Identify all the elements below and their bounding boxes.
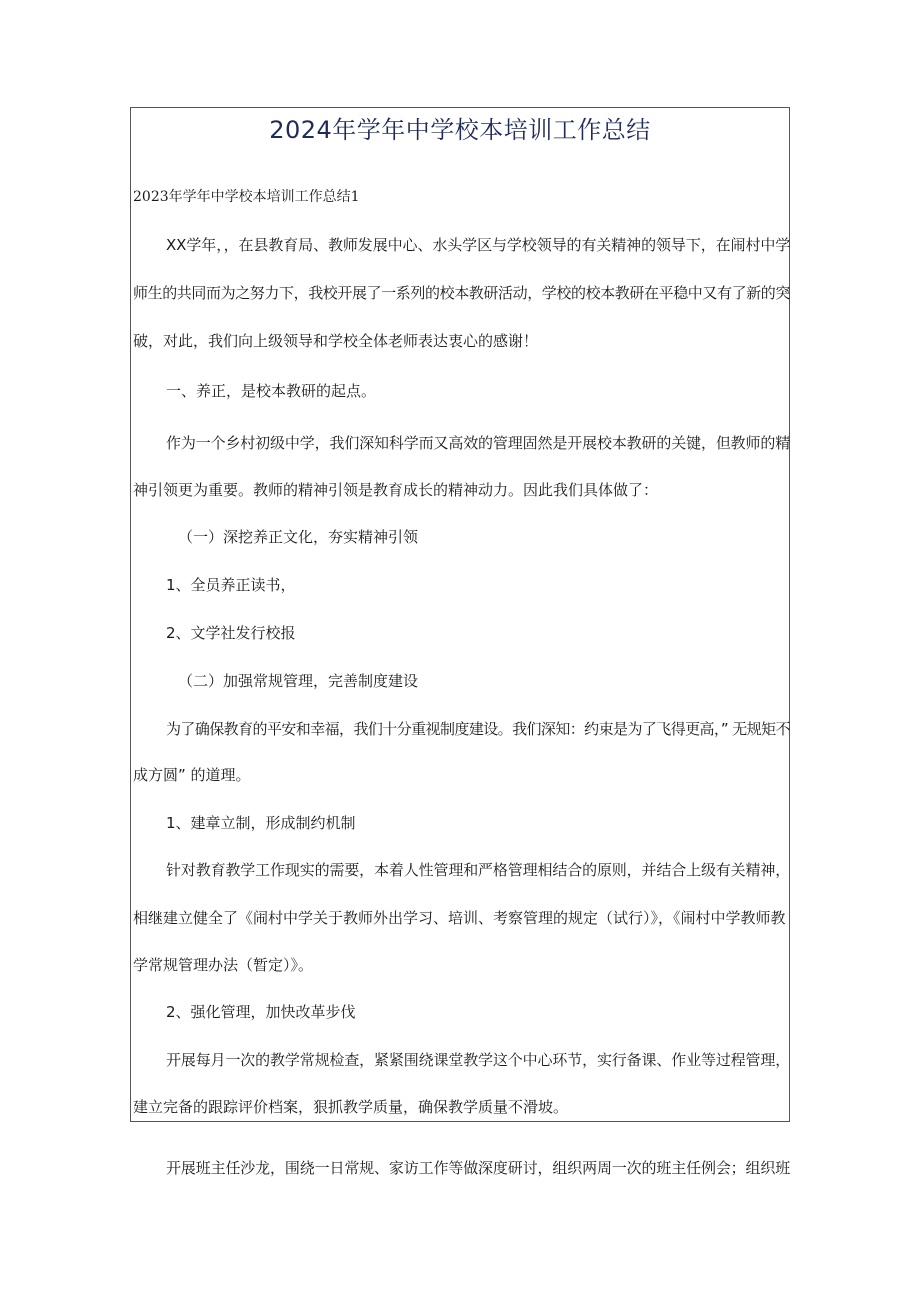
list-item: 1、全员养正读书， [166, 576, 296, 594]
paragraph-line: 神引领更为重要。教师的精神引领是教育成长的精神动力。因此我们具体做了： [133, 481, 659, 499]
paragraph-line: 成方圆” 的道理。 [133, 766, 251, 784]
document-title: 2024年学年中学校本培训工作总结 [269, 116, 651, 144]
document-subtitle: 2023年学年中学校本培训工作总结1 [133, 189, 360, 205]
paragraph-line: 破，对此，我们向上级领导和学校全体老师表达衷心的感谢！ [133, 332, 539, 350]
paragraph-line: 开展班主任沙龙，围绕一日常规、家访工作等做深度研讨，组织两周一次的班主任例会；组织班 [166, 1159, 791, 1177]
paragraph-line: 开展每月一次的教学常规检查，紧紧围绕课堂教学这个中心环节，实行备课、作业等过程管理， [166, 1051, 791, 1069]
subsection-heading: （一）深挖养正文化，夯实精神引领 [178, 528, 419, 546]
paragraph-line: 针对教育教学工作现实的需要，本着人性管理和严格管理相结合的原则，并结合上级有关精神， [166, 861, 791, 879]
list-item: 2、强化管理，加快改革步伐 [166, 1003, 356, 1021]
paragraph-line: 作为一个乡村初级中学，我们深知科学而又高效的管理固然是开展校本教研的关键，但教师的精 [166, 434, 791, 452]
list-item: 2、文学社发行校报 [166, 624, 296, 642]
paragraph-line: 相继建立健全了《闹村中学关于教师外出学习、培训、考察管理的规定（试行）》，《闹村中学教师教 [133, 909, 786, 927]
paragraph-line: 建立完备的跟踪评价档案，狠抓教学质量，确保教学质量不滑坡。 [133, 1098, 569, 1116]
paragraph-line: 为了确保教育的平安和幸福，我们十分重视制度建设。我们深知：约束是为了飞得更高，” 无规矩不 [166, 720, 790, 738]
subsection-heading: （二）加强常规管理，完善制度建设 [178, 672, 419, 690]
list-item: 1、建章立制，形成制约机制 [166, 814, 356, 832]
paragraph-line: 师生的共同而为之努力下，我校开展了一系列的校本教研活动，学校的校本教研在平稳中又有了新的突 [133, 284, 791, 302]
paragraph-line: 学常规管理办法（暂定）》。 [133, 956, 314, 974]
paragraph-line: XX学年，，在县教育局、教师发展中心、水头学区与学校领导的有关精神的领导下，在闹村中学 [166, 236, 791, 254]
section-heading: 一、养正，是校本教研的起点。 [166, 382, 377, 400]
